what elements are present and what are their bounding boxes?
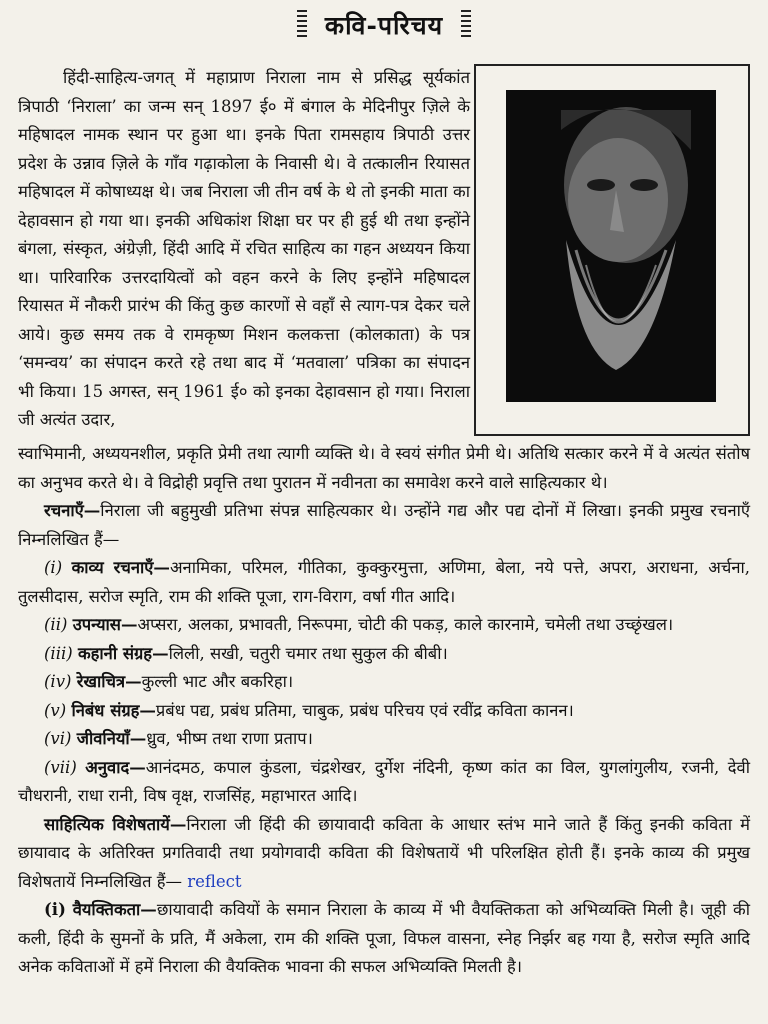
work-text: अनामिका, परिमल, गीतिका, कुक्कुरमुत्ता, अणिमा, बेला, नये पत्ते, अपरा, अराधना, अर्चना, तुलसीदास, सरोज स्मृति, राम की शक्ति पूजा, राग-विराग, वर्षा गीत आदि।	[18, 558, 750, 606]
work-item	[18, 640, 750, 669]
visheshtayen-heading: साहित्यिक विशेषतायें—	[44, 814, 187, 834]
feature-item	[18, 896, 750, 982]
visheshtayen-paragraph	[18, 811, 750, 897]
portrait-drawing	[506, 90, 716, 402]
work-item	[18, 754, 750, 811]
work-num: (ii)	[44, 615, 68, 634]
work-text: आनंदमठ, कपाल कुंडला, चंद्रशेखर, दुर्गेश नंदिनी, कृष्ण कांत का विल, युगलांगुलीय, रजनी, देवी चौधरानी, राधा रानी, विष वृक्ष, राजसिंह, महाभारत आदि।	[18, 757, 750, 805]
feature-num: (i)	[44, 900, 66, 919]
intro-paragraph: हिंदी-साहित्य-जगत् में महाप्राण निराला नाम से प्रसिद्ध सूर्यकांत त्रिपाठी ‘निराला’ का जन्म सन् 1897 ई० में बंगाल के मेदिनीपुर ज़िले के महिषादल नामक स्थान पर हुआ था। इनके पिता रामसहाय त्रिपाठी उत्तर प्रदेश के उन्नाव ज़िले के गाँव गढ़ाकोला के निवासी थे। वे तत्कालीन रियासत महिषादल में कोषाध्यक्ष थे। जब निराला जी तीन वर्ष के थे तो इनकी माता का देहावसान हो गया था। इनकी अधिकांश शिक्षा घर पर ही हुई थी तथा इन्होंने बंगला, संस्कृत, अंग्रेज़ी, हिंदी आदि में रचित साहित्य का गहन अध्ययन किया था। पारिवारिक उत्तरदायित्वों को वहन करने के लिए इन्होंने महिषादल रियासत में नौकरी प्रारंभ की किंतु कुछ कारणों से वहाँ से त्याग-पत्र देकर चले आये। कुछ समय तक वे रामकृष्ण मिशन कलकत्ता (कोलकाता) के पत्र ‘समन्वय’ का संपादन करते रहे तथा बाद में ‘मतवाला’ पत्रिका का संपादन भी किया। 15 अगस्त, सन् 1961 ई० को इनका देहावसान हो गया। निराला जी अत्यंत उदार,	[18, 68, 470, 429]
work-item	[18, 611, 750, 640]
rachnayen-text: निराला जी बहुमुखी प्रतिभा संपन्न साहित्यकार थे। उन्होंने गद्य और पद्य दोनों में लिखा। इनकी प्रमुख रचनाएँ निम्नलिखित हैं—	[18, 501, 750, 549]
work-item	[18, 725, 750, 754]
poet-portrait-image	[506, 90, 716, 402]
work-num: (v)	[44, 700, 67, 720]
work-item	[18, 668, 750, 697]
work-label: कहानी संग्रह—	[77, 643, 169, 663]
work-label: अनुवाद—	[85, 757, 146, 777]
work-num: (vi)	[44, 729, 72, 748]
page-title: कवि-परिचय	[324, 11, 444, 40]
poet-photo-frame	[474, 64, 750, 436]
visheshtayen-text: निराला जी हिंदी की छायावादी कविता के आधार स्तंभ माने जाते हैं किंतु इनकी कविता में छायावाद के अतिरिक्त प्रगतिवादी तथा प्रयोगवादी कविता की विशेषतायें भी परिलक्षित होती हैं। इनके काव्य की प्रमुख विशेषतायें निम्नलिखित हैं—	[18, 814, 750, 891]
feature-text: छायावादी कवियों के समान निराला के काव्य में भी वैयक्तिकता को अभिव्यक्ति मिली है। जूही की कली, हिंदी के सुमनों के प्रति, मैं अकेला, राम की शक्ति पूजा, विफल वासना, स्नेह निर्झर बह गया है, सरोज स्मृति आदि अनेक कविताओं में हमें निराला की वैयक्तिक भावना की सफल अभिव्यक्ति मिलती है।	[18, 900, 750, 976]
work-item	[18, 554, 750, 611]
work-label: निबंध संग्रह—	[71, 700, 156, 720]
work-num: (i)	[44, 558, 63, 577]
work-label: जीवनियाँ—	[76, 729, 147, 748]
work-label: काव्य रचनाएँ—	[71, 558, 170, 577]
work-text: प्रबंध पद्य, प्रबंध प्रतिमा, चाबुक, प्रबंध परिचय एवं रवींद्र कविता कानन।	[155, 700, 574, 720]
handwritten-note: reflect	[187, 871, 242, 891]
work-num: (vii)	[44, 757, 77, 777]
work-num: (iv)	[44, 672, 72, 691]
work-text: कुल्ली भाट और बकरिहा।	[141, 672, 294, 691]
title-ornament-left	[297, 10, 307, 40]
rachnayen-heading: रचनाएँ—	[44, 501, 101, 520]
work-label: उपन्यास—	[72, 615, 138, 634]
main-text	[18, 440, 750, 982]
feature-label: वैयक्तिकता—	[72, 900, 157, 919]
work-text: लिली, सखी, चतुरी चमार तथा सुकुल की बीबी।	[168, 643, 448, 663]
work-text: अप्सरा, अलका, प्रभावती, निरूपमा, चोटी की पकड़, काले कारनामे, चमेली तथा उच्छृंखल।	[137, 615, 674, 634]
rachnayen-paragraph	[18, 497, 750, 554]
work-num: (iii)	[44, 643, 73, 663]
work-text: ध्रुव, भीष्म तथा राणा प्रताप।	[146, 729, 313, 748]
title-ornament-right	[461, 10, 471, 40]
work-item	[18, 697, 750, 726]
title-bar	[0, 4, 768, 46]
continuation-paragraph: स्वाभिमानी, अध्ययनशील, प्रकृति प्रेमी तथा त्यागी व्यक्ति थे। वे स्वयं संगीत प्रेमी थे। अतिथि सत्कार करने में वे अत्यंत संतोष का अनुभव करते थे। वे विद्रोही प्रवृत्ति तथा पुरातन में नवीनता का समावेश करने वाले साहित्यकार थे।	[18, 444, 750, 492]
work-label: रेखाचित्र—	[76, 672, 142, 691]
